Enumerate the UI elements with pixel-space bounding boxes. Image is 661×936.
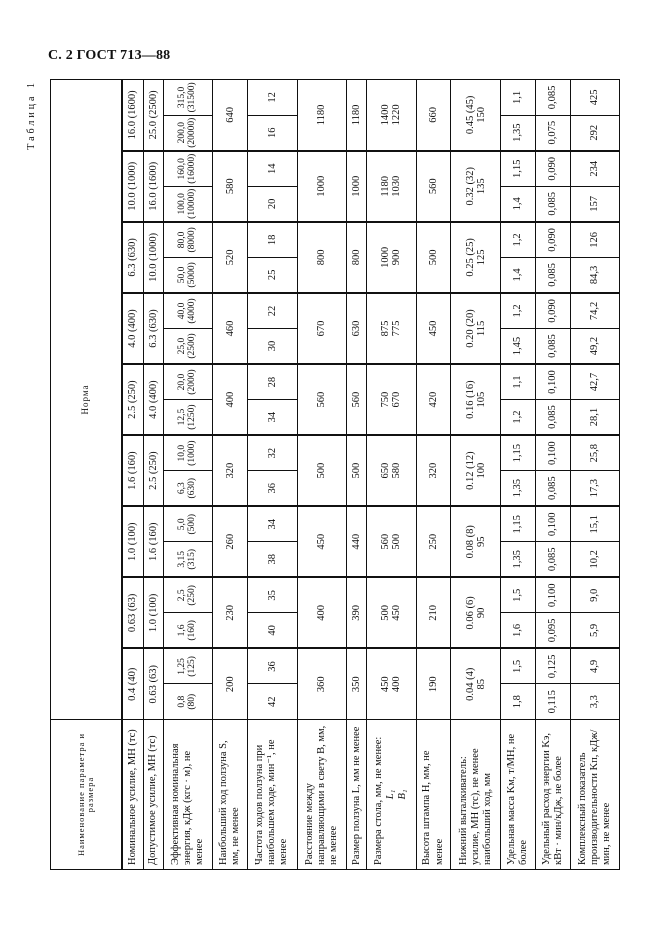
value-cell: 34 bbox=[248, 400, 297, 436]
parameter-label: Частота ходов ползуна при наибольшем ходе, мин⁻¹, не менее bbox=[248, 720, 297, 870]
value-cell: 320 bbox=[416, 435, 451, 506]
parameter-label: Нижний выталкиватель: усилие, МН (тс), не менее наибольший ход, мм bbox=[451, 720, 500, 870]
value-cell: 450 bbox=[297, 506, 346, 577]
value-cell: 17,3 bbox=[570, 471, 619, 507]
value-cell: 0,085 bbox=[535, 328, 570, 364]
parameter-label: Комплексный показатель производительности Kп, кДж/мин, не менее bbox=[570, 720, 619, 870]
value-cell: 460 bbox=[213, 293, 248, 364]
value-cell: 32 bbox=[248, 435, 297, 471]
value-cell: 42,7 bbox=[570, 364, 619, 400]
value-cell: 10,2 bbox=[570, 542, 619, 578]
value-cell: 1180 bbox=[346, 80, 366, 151]
value-cell: 800 bbox=[346, 222, 366, 293]
table-row bbox=[346, 80, 366, 870]
value-cell: 25 bbox=[248, 257, 297, 293]
value-cell: 560 500 bbox=[367, 506, 416, 577]
value-cell: 20 bbox=[248, 186, 297, 222]
value-cell: 1,25 (125) bbox=[163, 648, 212, 684]
value-cell: 28 bbox=[248, 364, 297, 400]
value-cell: 800 bbox=[297, 222, 346, 293]
value-cell: 315,0 (31500) bbox=[163, 80, 212, 116]
value-cell: 0,095 bbox=[535, 613, 570, 649]
value-cell: 1,45 bbox=[500, 328, 535, 364]
value-cell: 6.3 (630) bbox=[122, 222, 143, 293]
value-cell: 126 bbox=[570, 222, 619, 258]
value-cell: 0,085 bbox=[535, 471, 570, 507]
value-cell: 1180 bbox=[297, 80, 346, 151]
value-cell: 0,085 bbox=[535, 186, 570, 222]
value-cell: 1,15 bbox=[500, 151, 535, 187]
value-cell: 9,0 bbox=[570, 577, 619, 613]
value-cell: 16.0 (1600) bbox=[122, 80, 143, 151]
value-cell: 1.0 (100) bbox=[122, 506, 143, 577]
value-cell: 1,8 bbox=[500, 684, 535, 720]
value-cell: 25,8 bbox=[570, 435, 619, 471]
value-cell: 3,3 bbox=[570, 684, 619, 720]
value-cell: 20,0 (2000) bbox=[163, 364, 212, 400]
value-cell: 190 bbox=[416, 648, 451, 719]
value-cell: 0,090 bbox=[535, 222, 570, 258]
value-cell: 49,2 bbox=[570, 328, 619, 364]
value-cell: 1,35 bbox=[500, 542, 535, 578]
value-cell: 0,085 bbox=[535, 80, 570, 116]
value-cell: 2.5 (250) bbox=[143, 435, 163, 506]
value-cell: 0.04 (4) 85 bbox=[451, 648, 500, 719]
value-cell: 38 bbox=[248, 542, 297, 578]
value-cell: 640 bbox=[213, 80, 248, 151]
value-cell: 450 400 bbox=[367, 648, 416, 719]
value-cell: 630 bbox=[346, 293, 366, 364]
value-cell: 12,5 (1250) bbox=[163, 400, 212, 436]
table-row bbox=[570, 80, 619, 870]
value-cell: 350 bbox=[346, 648, 366, 719]
value-cell: 360 bbox=[297, 648, 346, 719]
value-cell: 400 bbox=[213, 364, 248, 435]
value-cell: 1000 900 bbox=[367, 222, 416, 293]
value-cell: 210 bbox=[416, 577, 451, 648]
table-caption: Таблица 1 bbox=[26, 80, 37, 150]
value-cell: 425 bbox=[570, 80, 619, 116]
table-body bbox=[122, 80, 620, 870]
value-cell: 34 bbox=[248, 506, 297, 542]
table-row bbox=[500, 80, 535, 870]
value-cell: 0,8 (80) bbox=[163, 684, 212, 720]
value-cell: 1.6 (160) bbox=[143, 506, 163, 577]
value-cell: 18 bbox=[248, 222, 297, 258]
value-cell: 84,3 bbox=[570, 257, 619, 293]
value-cell: 420 bbox=[416, 364, 451, 435]
value-cell: 440 bbox=[346, 506, 366, 577]
value-cell: 6,3 (630) bbox=[163, 471, 212, 507]
value-cell: 1.0 (100) bbox=[143, 577, 163, 648]
value-cell: 5,9 bbox=[570, 613, 619, 649]
table-row bbox=[143, 80, 163, 870]
value-cell: 500 bbox=[297, 435, 346, 506]
value-cell: 1,35 bbox=[500, 471, 535, 507]
value-cell: 0.12 (12) 100 bbox=[451, 435, 500, 506]
value-cell: 0.20 (20) 115 bbox=[451, 293, 500, 364]
value-cell: 1000 bbox=[346, 151, 366, 222]
value-cell: 0,090 bbox=[535, 151, 570, 187]
value-cell: 0.63 (63) bbox=[122, 577, 143, 648]
value-cell: 1.6 (160) bbox=[122, 435, 143, 506]
value-cell: 650 580 bbox=[367, 435, 416, 506]
value-cell: 1,1 bbox=[500, 364, 535, 400]
value-cell: 292 bbox=[570, 115, 619, 151]
value-cell: 1,6 (160) bbox=[163, 613, 212, 649]
value-cell: 25,0 (2500) bbox=[163, 328, 212, 364]
value-cell: 560 bbox=[416, 151, 451, 222]
value-cell: 580 bbox=[213, 151, 248, 222]
value-cell: 1000 bbox=[297, 151, 346, 222]
value-cell: 0,100 bbox=[535, 577, 570, 613]
value-cell: 750 670 bbox=[367, 364, 416, 435]
value-cell: 1400 1220 bbox=[367, 80, 416, 151]
value-cell: 50,0 (5000) bbox=[163, 257, 212, 293]
value-cell: 1,2 bbox=[500, 222, 535, 258]
parameter-label: Расстояние между направляющими в свету B, мм, не менее bbox=[297, 720, 346, 870]
value-cell: 160,0 (16000) bbox=[163, 151, 212, 187]
value-cell: 500 bbox=[416, 222, 451, 293]
value-cell: 1,15 bbox=[500, 506, 535, 542]
value-cell: 560 bbox=[297, 364, 346, 435]
value-cell: 157 bbox=[570, 186, 619, 222]
table-row bbox=[367, 80, 416, 870]
value-cell: 0,115 bbox=[535, 684, 570, 720]
value-cell: 4.0 (400) bbox=[122, 293, 143, 364]
value-cell: 2.5 (250) bbox=[122, 364, 143, 435]
value-cell: 0,085 bbox=[535, 400, 570, 436]
table-row bbox=[122, 80, 143, 870]
table-row bbox=[163, 80, 212, 870]
value-cell: 0,100 bbox=[535, 364, 570, 400]
header-norma: Норма bbox=[51, 80, 123, 720]
value-cell: 74,2 bbox=[570, 293, 619, 329]
value-cell: 100,0 (10000) bbox=[163, 186, 212, 222]
value-cell: 10,0 (1000) bbox=[163, 435, 212, 471]
value-cell: 3,15 (315) bbox=[163, 542, 212, 578]
parameter-label: Высота штампа H, мм, не менее bbox=[416, 720, 451, 870]
value-cell: 500 450 bbox=[367, 577, 416, 648]
value-cell: 0,100 bbox=[535, 435, 570, 471]
value-cell: 0,125 bbox=[535, 648, 570, 684]
value-cell: 42 bbox=[248, 684, 297, 720]
value-cell: 12 bbox=[248, 80, 297, 116]
value-cell: 200 bbox=[213, 648, 248, 719]
value-cell: 320 bbox=[213, 435, 248, 506]
value-cell: 660 bbox=[416, 80, 451, 151]
value-cell: 1,6 bbox=[500, 613, 535, 649]
value-cell: 25.0 (2500) bbox=[143, 80, 163, 151]
table-row bbox=[535, 80, 570, 870]
value-cell: 0,085 bbox=[535, 542, 570, 578]
table-row bbox=[297, 80, 346, 870]
value-cell: 30 bbox=[248, 328, 297, 364]
value-cell: 1,5 bbox=[500, 648, 535, 684]
value-cell: 6.3 (630) bbox=[143, 293, 163, 364]
value-cell: 35 bbox=[248, 577, 297, 613]
parameter-label: Допустимое усилие, МН (тс) bbox=[143, 720, 163, 870]
value-cell: 400 bbox=[297, 577, 346, 648]
value-cell: 16.0 (1600) bbox=[143, 151, 163, 222]
value-cell: 0.08 (8) 95 bbox=[451, 506, 500, 577]
value-cell: 1,35 bbox=[500, 115, 535, 151]
value-cell: 4,9 bbox=[570, 648, 619, 684]
table-row bbox=[248, 80, 297, 870]
value-cell: 28,1 bbox=[570, 400, 619, 436]
value-cell: 200,0 (20000) bbox=[163, 115, 212, 151]
value-cell: 15,1 bbox=[570, 506, 619, 542]
parameter-label: Номинальное усилие, МН (тс) bbox=[122, 720, 143, 870]
value-cell: 560 bbox=[346, 364, 366, 435]
value-cell: 1,2 bbox=[500, 293, 535, 329]
value-cell: 0,085 bbox=[535, 257, 570, 293]
value-cell: 500 bbox=[346, 435, 366, 506]
parameter-label: Удельная масса Kм, т/МН, не более bbox=[500, 720, 535, 870]
value-cell: 40,0 (4000) bbox=[163, 293, 212, 329]
value-cell: 36 bbox=[248, 648, 297, 684]
value-cell: 0.63 (63) bbox=[143, 648, 163, 719]
value-cell: 1,1 bbox=[500, 80, 535, 116]
value-cell: 1,2 bbox=[500, 400, 535, 436]
value-cell: 36 bbox=[248, 471, 297, 507]
value-cell: 1,4 bbox=[500, 186, 535, 222]
table-row bbox=[451, 80, 500, 870]
parameter-label: Размер ползуна L, мм не менее bbox=[346, 720, 366, 870]
value-cell: 1180 1030 bbox=[367, 151, 416, 222]
value-cell: 0,090 bbox=[535, 293, 570, 329]
value-cell: 0.32 (32) 135 bbox=[451, 151, 500, 222]
value-cell: 22 bbox=[248, 293, 297, 329]
parameter-label: Эффективная номинальная энергия, кДж (кгс · м), не менее bbox=[163, 720, 212, 870]
parameter-label: Наибольший ход ползуна S, мм, не менее bbox=[213, 720, 248, 870]
value-cell: 450 bbox=[416, 293, 451, 364]
value-cell: 0.45 (45) 150 bbox=[451, 80, 500, 151]
value-cell: 875 775 bbox=[367, 293, 416, 364]
table-row bbox=[416, 80, 451, 870]
norms-table bbox=[50, 79, 620, 870]
value-cell: 670 bbox=[297, 293, 346, 364]
value-cell: 0.16 (16) 105 bbox=[451, 364, 500, 435]
value-cell: 5,0 (500) bbox=[163, 506, 212, 542]
value-cell: 0,100 bbox=[535, 506, 570, 542]
value-cell: 250 bbox=[416, 506, 451, 577]
page-header: С. 2 ГОСТ 713—88 bbox=[48, 48, 171, 63]
value-cell: 230 bbox=[213, 577, 248, 648]
value-cell: 40 bbox=[248, 613, 297, 649]
value-cell: 2,5 (250) bbox=[163, 577, 212, 613]
header-parameter-name: Наименование параметра и размера bbox=[51, 720, 123, 870]
parameter-sublabel: L₁ bbox=[385, 789, 397, 800]
value-cell: 234 bbox=[570, 151, 619, 187]
parameter-sublabel: B₁ bbox=[397, 789, 409, 800]
value-cell: 520 bbox=[213, 222, 248, 293]
value-cell: 1,4 bbox=[500, 257, 535, 293]
value-cell: 0.06 (6) 90 bbox=[451, 577, 500, 648]
value-cell: 0.25 (25) 125 bbox=[451, 222, 500, 293]
value-cell: 80,0 (8000) bbox=[163, 222, 212, 258]
parameter-label: Удельный расход энергии Kэ, кВт · мин/кДж, не более bbox=[535, 720, 570, 870]
value-cell: 10.0 (1000) bbox=[122, 151, 143, 222]
value-cell: 10.0 (1000) bbox=[143, 222, 163, 293]
value-cell: 260 bbox=[213, 506, 248, 577]
value-cell: 1,15 bbox=[500, 435, 535, 471]
table-row bbox=[213, 80, 248, 870]
value-cell: 4.0 (400) bbox=[143, 364, 163, 435]
value-cell: 0,075 bbox=[535, 115, 570, 151]
parameter-label: Размера стола, мм, не менее: L₁ B₁ bbox=[367, 720, 416, 870]
value-cell: 14 bbox=[248, 151, 297, 187]
value-cell: 16 bbox=[248, 115, 297, 151]
rotated-table-container bbox=[26, 80, 620, 870]
value-cell: 1,5 bbox=[500, 577, 535, 613]
value-cell: 0.4 (40) bbox=[122, 648, 143, 719]
value-cell: 390 bbox=[346, 577, 366, 648]
